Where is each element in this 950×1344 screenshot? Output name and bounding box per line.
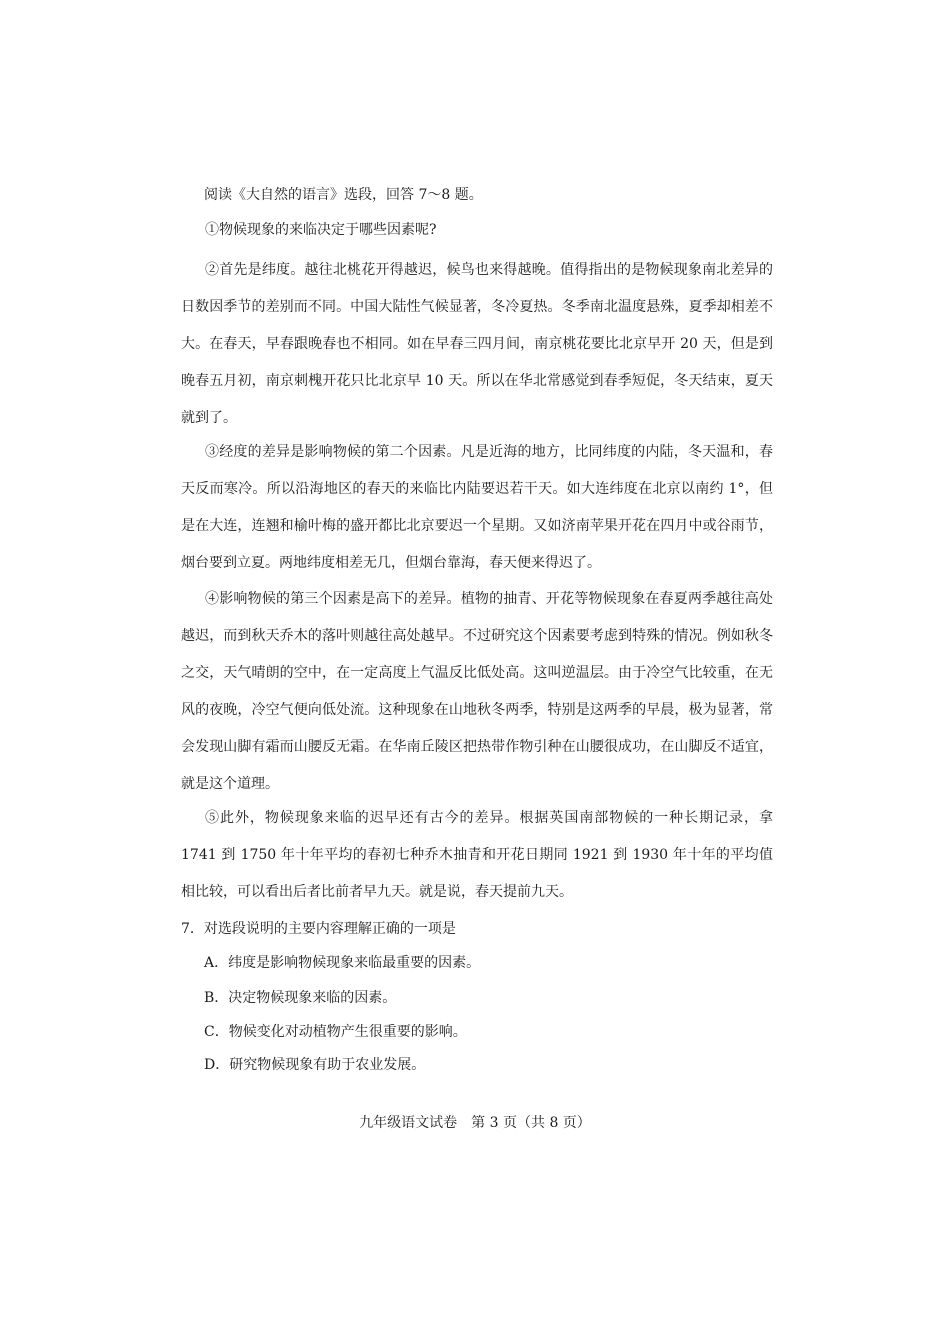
question-7-option-a: A．纬度是影响物候现象来临最重要的因素。 <box>204 955 481 971</box>
page-footer: 九年级语文试卷 第 3 页（共 8 页） <box>359 1115 591 1131</box>
question-7-stem: 7．对选段说明的主要内容理解正确的一项是 <box>181 921 456 937</box>
paragraph-1: ①物候现象的来临决定于哪些因素呢? <box>205 222 437 238</box>
reading-instruction: 阅读《大自然的语言》选段，回答 7～8 题。 <box>204 187 483 203</box>
question-7-option-b: B．决定物候现象来临的因素。 <box>204 990 397 1006</box>
paragraph-3: ③经度的差异是影响物候的第二个因素。凡是近海的地方，比同纬度的内陆，冬天温和，春天反而寒冷。所以沿海地区的春天的来临比内陆要迟若干天。如大连纬度在北京以南约 1°，但是在大连，连翘和榆叶梅的盛开都比北京要迟一个星期。又如济南苹果开花在四月中或谷雨节，烟台要到立夏。两地纬度相差无几，但烟台靠海，春天便来得迟了。 <box>181 444 773 571</box>
paragraph-5: ⑤此外，物候现象来临的迟早还有古今的差异。根据英国南部物候的一种长期记录，拿 1741 到 1750 年十年平均的春初七种乔木抽青和开花日期同 1921 到 1930 年十年的平均值相比较，可以看出后者比前者早九天。就是说，春天提前九天。 <box>181 810 773 900</box>
question-7-option-c: C．物候变化对动植物产生很重要的影响。 <box>204 1024 467 1040</box>
question-7-option-d: D．研究物候现象有助于农业发展。 <box>204 1057 426 1073</box>
paragraph-2: ②首先是纬度。越往北桃花开得越迟，候鸟也来得越晚。值得指出的是物候现象南北差异的日数因季节的差别而不同。中国大陆性气候显著，冬冷夏热。冬季南北温度悬殊，夏季却相差不大。在春天，早春跟晚春也不相同。如在早春三四月间，南京桃花要比北京早开 20 天，但是到晚春五月初，南京刺槐开花只比北京早 10 天。所以在华北常感觉到春季短促，冬天结束，夏天就到了。 <box>181 262 773 426</box>
paragraph-4: ④影响物候的第三个因素是高下的差异。植物的抽青、开花等物候现象在春夏两季越往高处越迟，而到秋天乔木的落叶则越往高处越早。不过研究这个因素要考虑到特殊的情况。例如秋冬之交，天气晴朗的空中，在一定高度上气温反比低处高。这叫逆温层。由于冷空气比较重，在无风的夜晚，冷空气便向低处流。这种现象在山地秋冬两季，特别是这两季的早晨，极为显著，常会发现山脚有霜而山腰反无霜。在华南丘陵区把热带作物引种在山腰很成功，在山脚反不适宜，就是这个道理。 <box>181 591 773 792</box>
